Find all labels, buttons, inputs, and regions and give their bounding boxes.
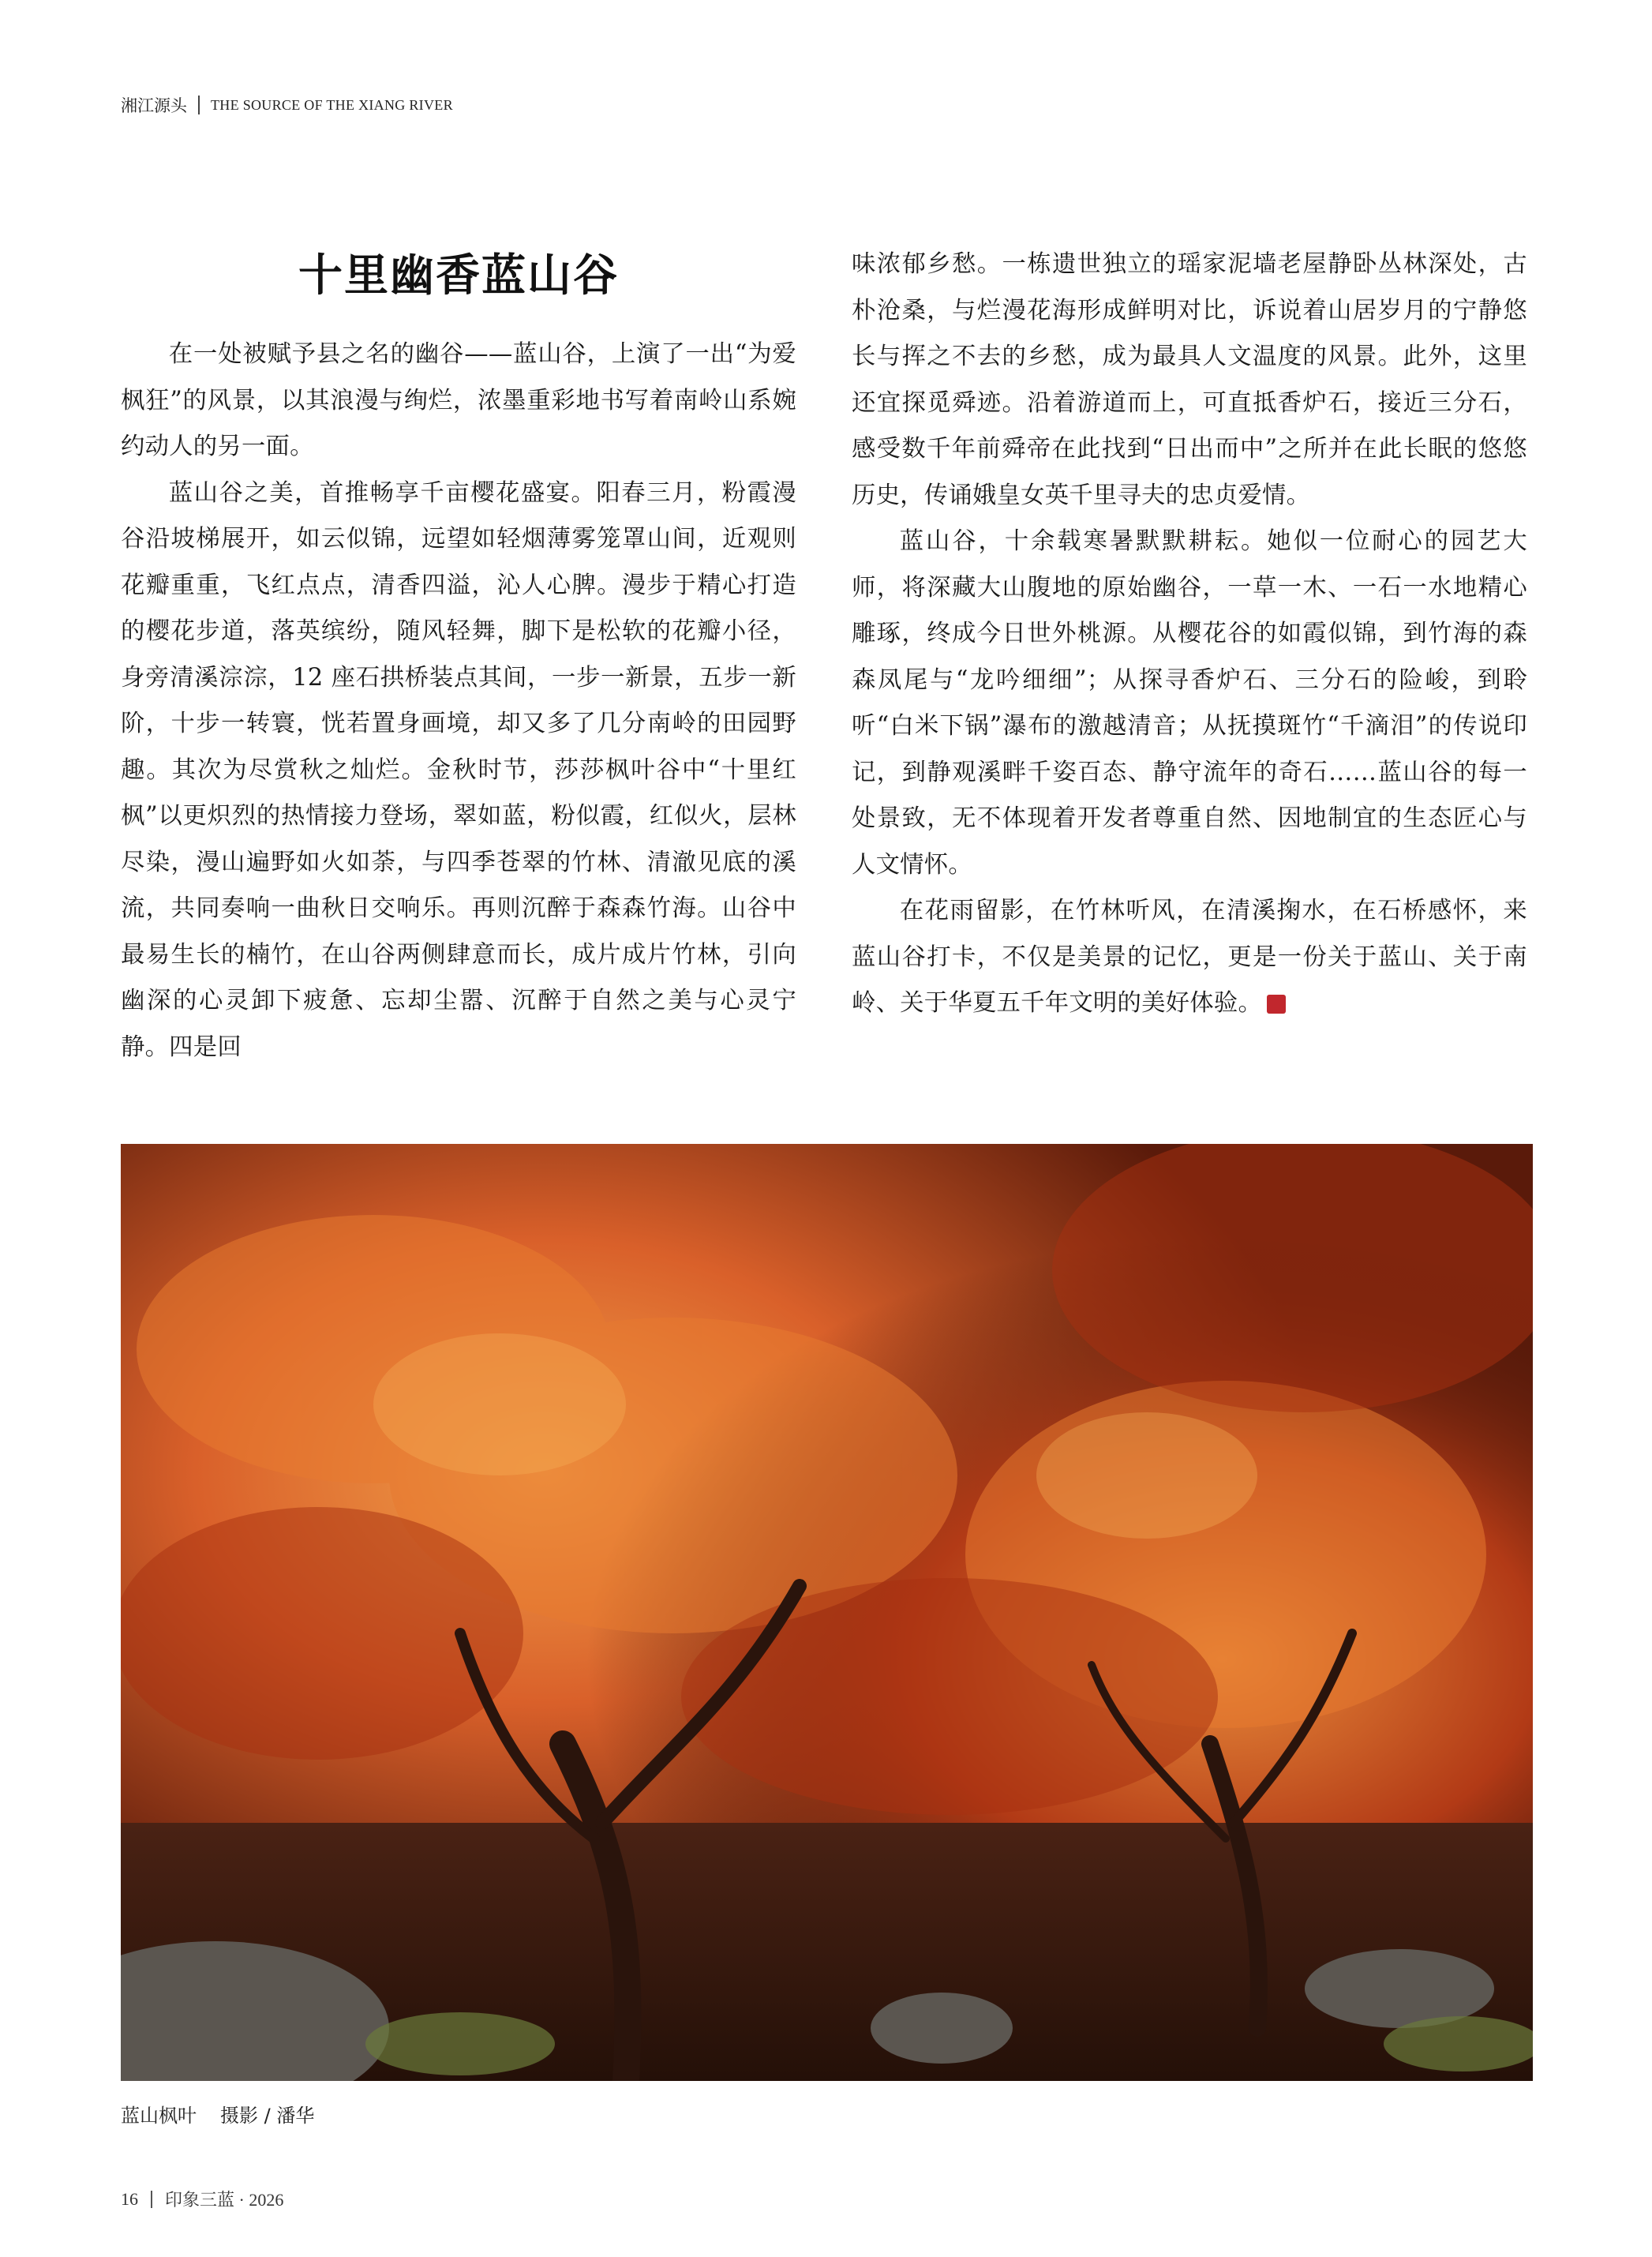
final-paragraph-text: 在花雨留影，在竹林听风，在清溪掬水，在石桥感怀，来蓝山谷打卡，不仅是美景的记忆，更是一份关于蓝山、关于南岭、关于华夏五千年文明的美好体验。 <box>852 897 1527 1017</box>
footer-divider <box>151 2191 152 2208</box>
maple-forest-image <box>121 1144 1533 2081</box>
section-title-en: THE SOURCE OF THE XIANG RIVER <box>211 96 453 113</box>
header-divider <box>198 96 200 114</box>
photo-caption <box>121 2100 314 2128</box>
paragraph-final <box>852 888 1527 1027</box>
section-title-cn: 湘江源头 <box>121 96 187 115</box>
caption-title: 蓝山枫叶 <box>121 2105 197 2127</box>
page-number: 16 <box>121 2188 138 2209</box>
paragraph: 在一处被赋予县之名的幽谷——蓝山谷，上演了一出“为爱枫狂”的风景，以其浪漫与绚烂，浓墨重彩地书写着南岭山系婉约动人的另一面。 <box>121 340 796 460</box>
maple-photo <box>121 1144 1533 2081</box>
right-column <box>852 242 1527 1027</box>
running-header <box>121 93 453 117</box>
page-footer <box>121 2187 283 2211</box>
article-title: 十里幽香蓝山谷 <box>298 249 619 302</box>
left-column <box>121 332 796 1070</box>
caption-credit: 摄影 / 潘华 <box>220 2105 315 2127</box>
end-seal-icon: 印 <box>1267 995 1286 1014</box>
paragraph-continuation: 味浓郁乡愁。一栋遗世独立的瑶家泥墙老屋静卧丛林深处，古朴沧桑，与烂漫花海形成鲜明对比，诉说着山居岁月的宁静悠长与挥之不去的乡愁，成为最具人文温度的风景。此外，这里还宜探觅舜迹。沿着游道而上，可直抵香炉石，接近三分石，感受数千年前舜帝在此找到“日出而中”之所并在此长眠的悠悠历史，传诵娥皇女英千里寻夫的忠贞爱情。 <box>852 250 1527 509</box>
magazine-name: 印象三蓝 · 2026 <box>165 2190 284 2210</box>
paragraph: 蓝山谷，十余载寒暑默默耕耘。她似一位耐心的园艺大师，将深藏大山腹地的原始幽谷，一草一木、一石一水地精心雕琢，终成今日世外桃源。从樱花谷的如霞似锦，到竹海的森森凤尾与“龙吟细细”；从探寻香炉石、三分石的险峻，到聆听“白米下锅”瀑布的激越清音；从抚摸斑竹“千滴泪”的传说印记，到静观溪畔千姿百态、静守流年的奇石……蓝山谷的每一处景致，无不体现着开发者尊重自然、因地制宜的生态匠心与人文情怀。 <box>852 527 1527 879</box>
paragraph: 蓝山谷之美，首推畅享千亩樱花盛宴。阳春三月，粉霞漫谷沿坡梯展开，如云似锦，远望如轻烟薄雾笼罩山间，近观则花瓣重重，飞红点点，清香四溢，沁人心脾。漫步于精心打造的樱花步道，落英缤纷，随风轻舞，脚下是松软的花瓣小径，身旁清溪淙淙，12 座石拱桥装点其间，一步一新景，五步一新阶，十步一转寰，恍若置身画境，却又多了几分南岭的田园野趣。其次为尽赏秋之灿烂。金秋时节，莎莎枫叶谷中“十里红枫”以更炽烈的热情接力登场，翠如蓝，粉似霞，红似火，层林尽染，漫山遍野如火如荼，与四季苍翠的竹林、清澈见底的溪流，共同奏响一曲秋日交响乐。再则沉醉于森森竹海。山谷中最易生长的楠竹，在山谷两侧肆意而长，成片成片竹林，引向幽深的心灵卸下疲惫、忘却尘嚣、沉醉于自然之美与心灵宁静。四是回 <box>121 478 796 1061</box>
